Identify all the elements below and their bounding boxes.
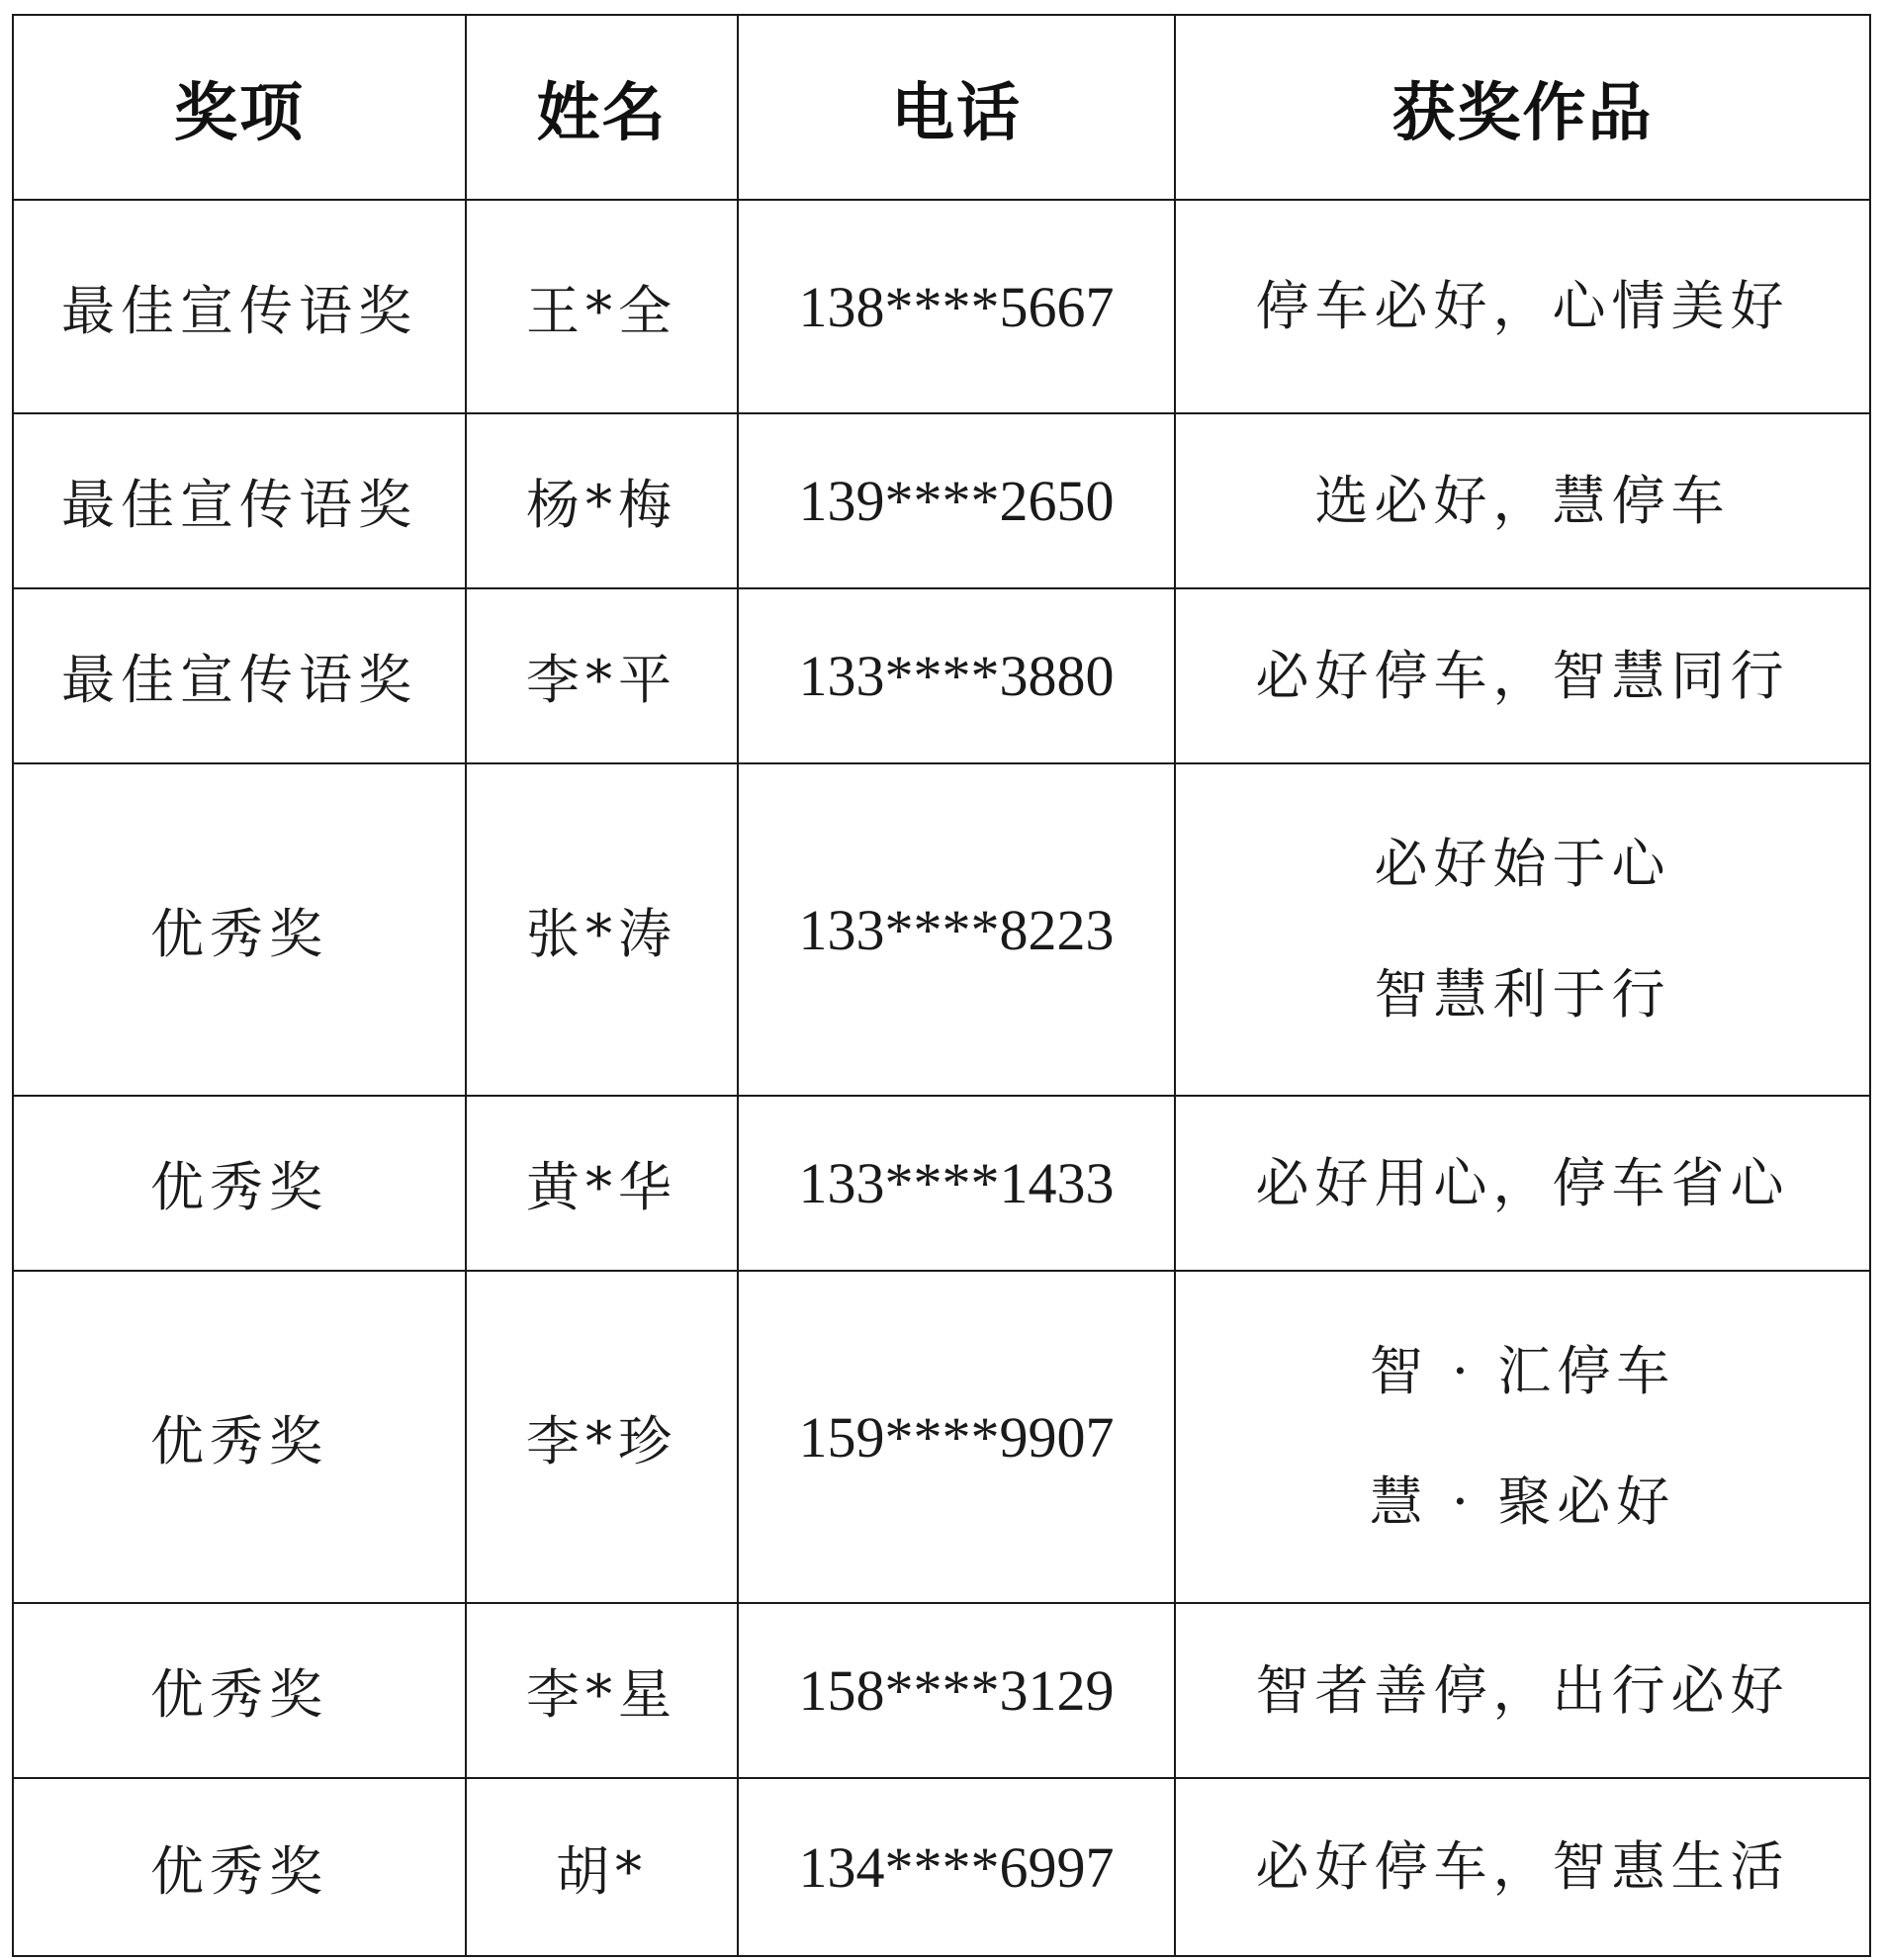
work-cell xyxy=(1175,763,1870,1096)
work-line: 必好始于心 xyxy=(1374,833,1671,895)
work-cell xyxy=(1175,1778,1870,1956)
work-line: 停车必好，心情美好 xyxy=(1255,275,1790,337)
name-cell: 王*全 xyxy=(466,200,738,413)
work-line: 必好用心，停车省心 xyxy=(1255,1151,1790,1214)
award-cell: 优秀奖 xyxy=(13,1271,466,1603)
work-cell xyxy=(1175,413,1870,588)
work-cell xyxy=(1175,1271,1870,1603)
work-cell xyxy=(1175,588,1870,763)
header-award: 奖项 xyxy=(13,15,466,200)
table-row xyxy=(13,1603,1870,1778)
table-row xyxy=(13,1778,1870,1956)
name-cell: 李*星 xyxy=(466,1603,738,1778)
name-cell: 李*珍 xyxy=(466,1271,738,1603)
work-line: 必好停车，智慧同行 xyxy=(1255,644,1790,707)
work-line: 慧 · 聚必好 xyxy=(1369,1470,1676,1533)
header-name: 姓名 xyxy=(466,15,738,200)
phone-cell: 133****1433 xyxy=(738,1096,1175,1271)
work-cell xyxy=(1175,200,1870,413)
name-cell: 胡* xyxy=(466,1778,738,1956)
table-row xyxy=(13,763,1870,1096)
table-row xyxy=(13,1271,1870,1603)
work-cell xyxy=(1175,1096,1870,1271)
work-line: 必好停车，智惠生活 xyxy=(1255,1835,1790,1898)
name-cell: 张*涛 xyxy=(466,763,738,1096)
award-cell: 优秀奖 xyxy=(13,1096,466,1271)
award-cell: 优秀奖 xyxy=(13,763,466,1096)
phone-cell: 133****3880 xyxy=(738,588,1175,763)
award-cell: 优秀奖 xyxy=(13,1603,466,1778)
header-phone: 电话 xyxy=(738,15,1175,200)
phone-cell: 159****9907 xyxy=(738,1271,1175,1603)
name-cell: 杨*梅 xyxy=(466,413,738,588)
table-row xyxy=(13,413,1870,588)
table-header-row xyxy=(13,15,1870,200)
work-line: 智者善停，出行必好 xyxy=(1255,1658,1790,1722)
header-work: 获奖作品 xyxy=(1175,15,1870,200)
phone-cell: 134****6997 xyxy=(738,1778,1175,1956)
table-row xyxy=(13,200,1870,413)
name-cell: 李*平 xyxy=(466,588,738,763)
award-cell: 优秀奖 xyxy=(13,1778,466,1956)
table-row xyxy=(13,588,1870,763)
award-cell: 最佳宣传语奖 xyxy=(13,200,466,413)
work-line: 智 · 汇停车 xyxy=(1369,1340,1676,1402)
work-line: 智慧利于行 xyxy=(1374,963,1671,1025)
work-cell xyxy=(1175,1603,1870,1778)
award-cell: 最佳宣传语奖 xyxy=(13,413,466,588)
phone-cell: 138****5667 xyxy=(738,200,1175,413)
phone-cell: 139****2650 xyxy=(738,413,1175,588)
table-row xyxy=(13,1096,1870,1271)
phone-cell: 158****3129 xyxy=(738,1603,1175,1778)
phone-cell: 133****8223 xyxy=(738,763,1175,1096)
work-line: 选必好，慧停车 xyxy=(1314,469,1731,532)
awards-table xyxy=(12,14,1871,1957)
award-cell: 最佳宣传语奖 xyxy=(13,588,466,763)
name-cell: 黄*华 xyxy=(466,1096,738,1271)
